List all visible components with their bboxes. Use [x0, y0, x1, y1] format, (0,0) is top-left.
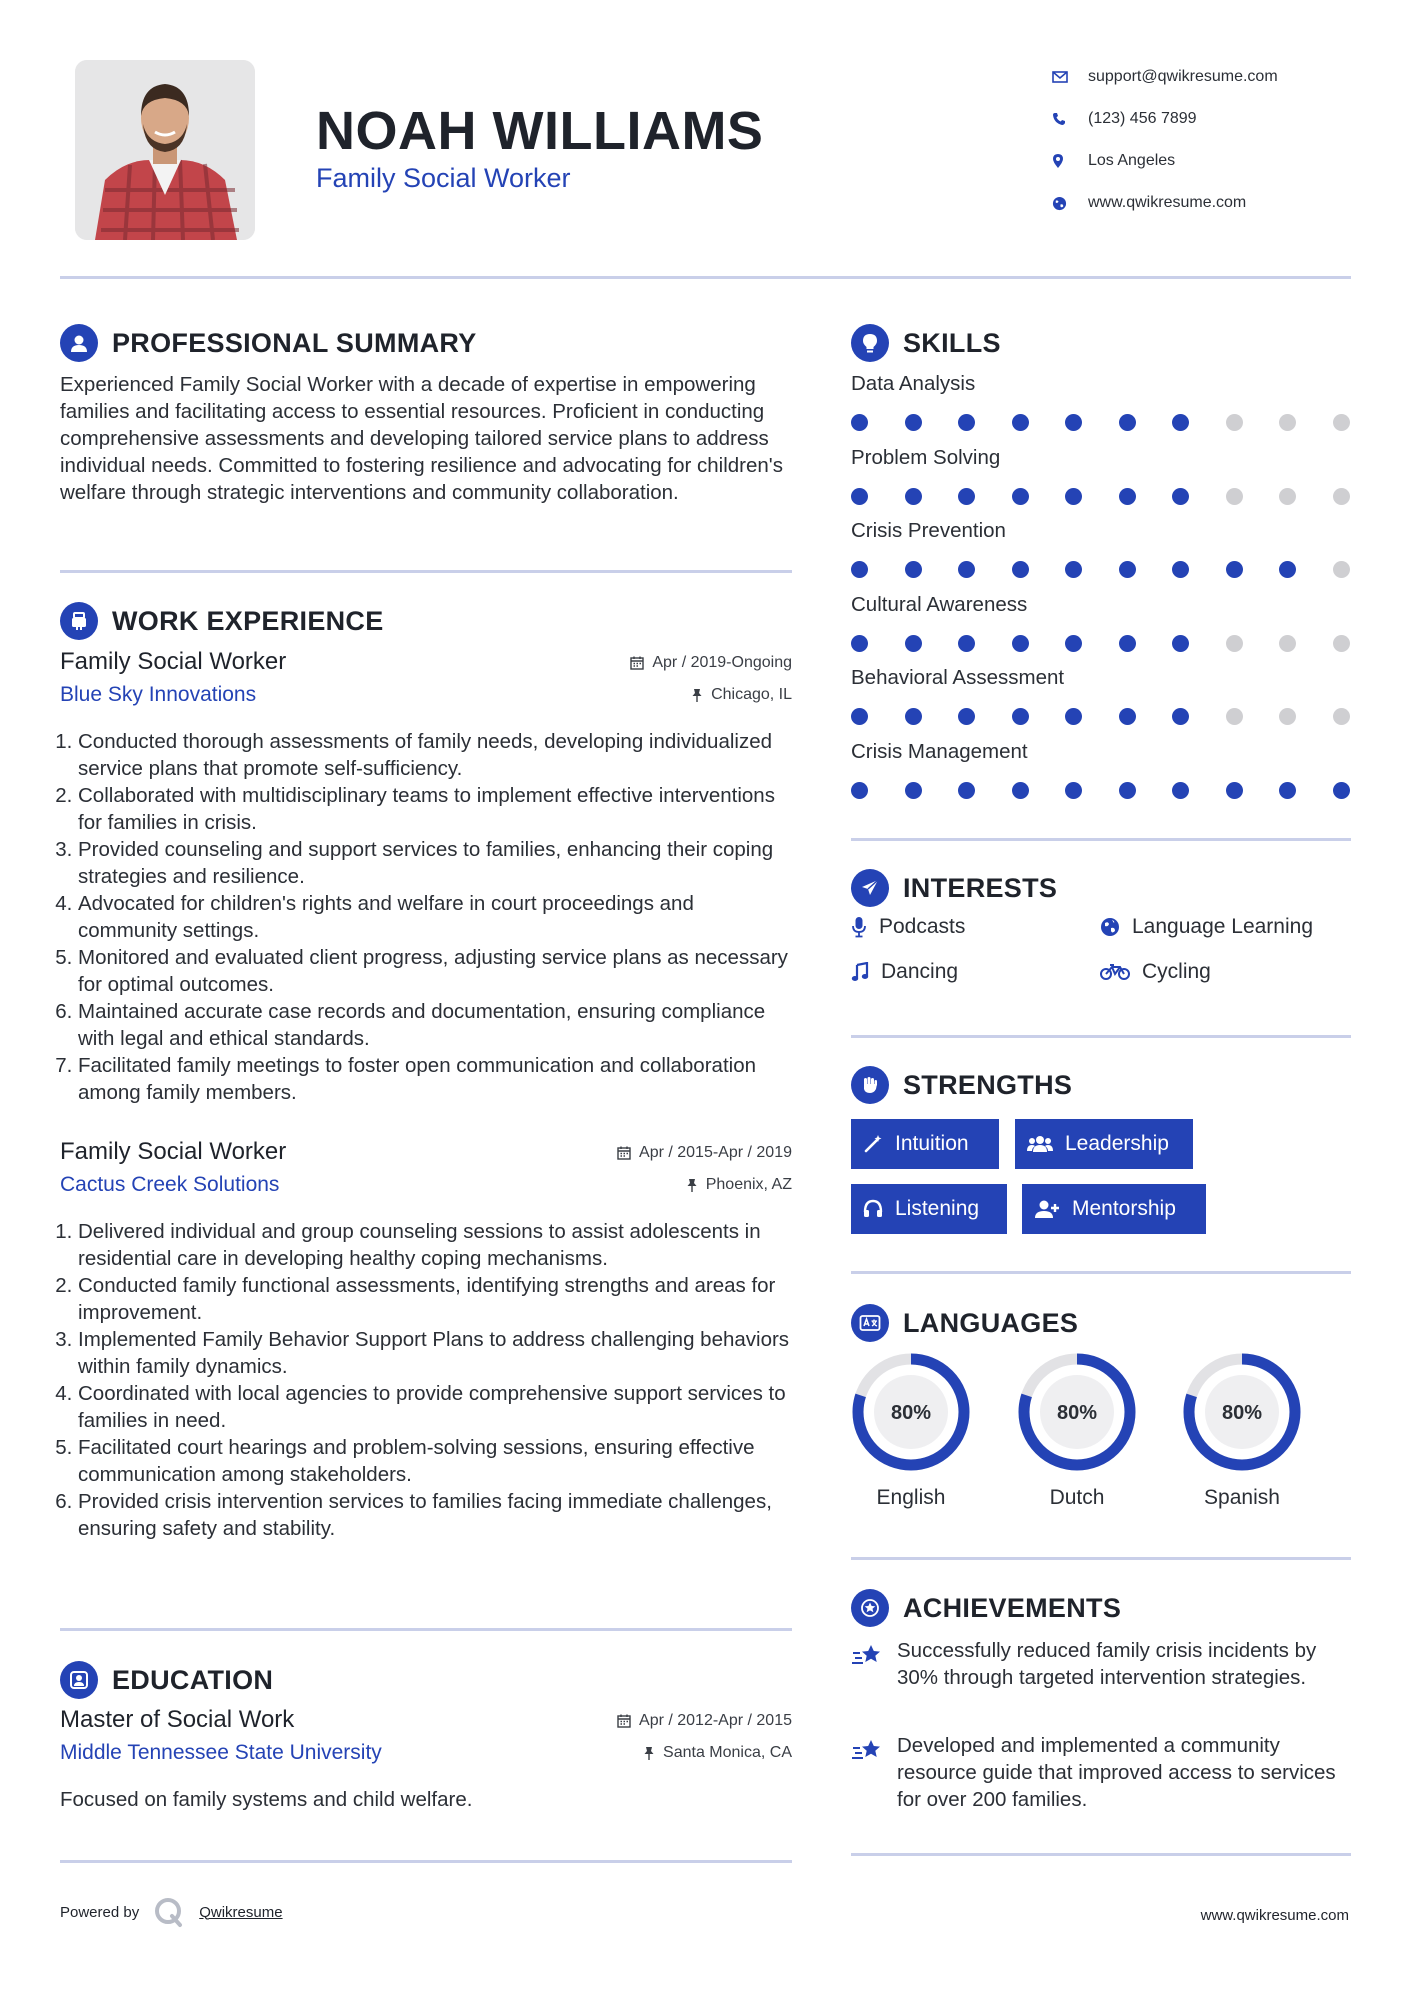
- duty-item: 4. Coordinated with local agencies to provide comprehensive support services to families in need.: [78, 1380, 792, 1434]
- person-avatar-icon: [75, 60, 255, 240]
- rating-dot-empty: [1226, 414, 1243, 431]
- rating-dot-filled: [1119, 488, 1136, 505]
- language-name: Spanish: [1204, 1486, 1280, 1509]
- skill-name: Problem Solving: [851, 445, 1001, 469]
- rating-dot-empty: [1333, 708, 1350, 725]
- rating-dot-filled: [1172, 414, 1189, 431]
- rating-dot-filled: [1012, 561, 1029, 578]
- pushpin-icon: [686, 1178, 698, 1192]
- contact-location: [1052, 140, 1352, 182]
- job-duties: [60, 1218, 792, 1542]
- experience-title: WORK EXPERIENCE: [112, 605, 384, 636]
- skills-heading: [851, 324, 1001, 362]
- job-duties: [60, 728, 792, 1106]
- job-location: [691, 686, 792, 704]
- summary-divider: [60, 570, 792, 573]
- calendar-icon: [617, 1714, 631, 1728]
- music-note-icon: [851, 962, 869, 982]
- contact-website[interactable]: [1052, 182, 1352, 224]
- rating-dot-filled: [958, 488, 975, 505]
- calendar-icon: [617, 1146, 631, 1160]
- duty-item: 6. Maintained accurate case records and documentation, ensuring compliance with legal and ethical standards.: [78, 998, 792, 1052]
- summary-heading: [60, 324, 477, 362]
- languages-title: LANGUAGES: [903, 1307, 1079, 1338]
- contact-phone-text: (123) 456 7899: [1088, 110, 1197, 127]
- strength-tag: [851, 1119, 999, 1169]
- rating-dot-filled: [1012, 635, 1029, 652]
- degree: Master of Social Work: [60, 1706, 295, 1733]
- rating-dot-empty: [1279, 635, 1296, 652]
- rating-dot-filled: [1172, 782, 1189, 799]
- achievements-title: ACHIEVEMENTS: [903, 1592, 1122, 1623]
- rating-dot-filled: [1172, 488, 1189, 505]
- education-location-text: Santa Monica, CA: [663, 1744, 792, 1761]
- rating-dot-filled: [851, 488, 868, 505]
- duty-item: 3. Implemented Family Behavior Support Plans to address challenging behaviors within family dynamics.: [78, 1326, 792, 1380]
- rating-dot-empty: [1279, 414, 1296, 431]
- achievement-text: Successfully reduced family crisis incidents by 30% through targeted intervention strategies.: [897, 1639, 1317, 1689]
- job-header: [60, 648, 792, 716]
- rating-dot-empty: [1333, 561, 1350, 578]
- achievement-item: [851, 1637, 1351, 1691]
- strengths-heading: [851, 1066, 1072, 1104]
- education-divider: [60, 1860, 792, 1863]
- language-name: English: [876, 1486, 946, 1509]
- job-entry: [60, 648, 792, 1106]
- interest-label: Cycling: [1142, 960, 1211, 983]
- shooting-star-icon: [851, 1641, 885, 1671]
- globe-icon: [1052, 196, 1088, 211]
- duty-item: 5. Monitored and evaluated client progress, adjusting service plans as necessary for optimal outcomes.: [78, 944, 792, 998]
- rating-dot-filled: [1065, 782, 1082, 799]
- candidate-name: NOAH WILLIAMS: [316, 101, 764, 161]
- languages-divider: [851, 1557, 1351, 1560]
- envelope-icon: [1052, 71, 1088, 83]
- achievement-text: Developed and implemented a community resource guide that improved access to services for over 200 families.: [897, 1734, 1336, 1811]
- duty-item: 6. Provided crisis intervention services to families facing immediate challenges, ensuring safety and stability.: [78, 1488, 792, 1542]
- education-date: [617, 1712, 792, 1730]
- contact-website-text: www.qwikresume.com: [1088, 194, 1247, 211]
- skill-rating: [851, 414, 1350, 431]
- microphone-icon: [851, 916, 867, 938]
- contact-info: [1052, 56, 1352, 224]
- rating-dot-filled: [1226, 782, 1243, 799]
- rating-dot-filled: [1119, 782, 1136, 799]
- star-badge-icon: [851, 1589, 889, 1627]
- language-item: [849, 1350, 973, 1510]
- strength-label: Listening: [895, 1197, 980, 1220]
- skills-list: [851, 372, 1351, 813]
- language-name: Dutch: [1049, 1486, 1105, 1509]
- rating-dot-filled: [905, 708, 922, 725]
- interest-item: [851, 915, 965, 939]
- job-title: Family Social Worker: [60, 1138, 287, 1165]
- rating-dot-filled: [958, 561, 975, 578]
- duty-item: 7. Facilitated family meetings to foster open communication and collaboration among family members.: [78, 1052, 792, 1106]
- rating-dot-empty: [1226, 635, 1243, 652]
- header-divider: [60, 276, 1351, 279]
- strengths-divider: [851, 1271, 1351, 1274]
- strength-tag: [851, 1184, 1007, 1234]
- powered-by-text: Powered by: [60, 1903, 140, 1921]
- rating-dot-filled: [1012, 414, 1029, 431]
- strength-label: Leadership: [1065, 1132, 1169, 1155]
- globe-icon: [1100, 917, 1120, 937]
- strength-tag: [1022, 1184, 1206, 1234]
- rating-dot-empty: [1333, 635, 1350, 652]
- qwikresume-link[interactable]: Qwikresume: [199, 1903, 283, 1921]
- strength-tag: [1015, 1119, 1193, 1169]
- skills-divider: [851, 838, 1351, 841]
- contact-email-text: support@qwikresume.com: [1088, 68, 1278, 85]
- job-company: Cactus Creek Solutions: [60, 1173, 280, 1196]
- rating-dot-filled: [905, 414, 922, 431]
- rating-dot-filled: [1333, 782, 1350, 799]
- skill-rating: [851, 488, 1350, 505]
- duty-item: 5. Facilitated court hearings and problem-solving sessions, ensuring effective communication among stakeholders.: [78, 1434, 792, 1488]
- rating-dot-filled: [1119, 414, 1136, 431]
- pushpin-icon: [691, 688, 703, 702]
- job-location-text: Phoenix, AZ: [705, 1176, 792, 1193]
- duty-item: 3. Provided counseling and support services to families, enhancing their coping strategies and resilience.: [78, 836, 792, 890]
- job-company: Blue Sky Innovations: [60, 683, 257, 706]
- interest-item: [851, 960, 958, 984]
- users-icon: [1027, 1134, 1053, 1154]
- language-progress-ring: [1180, 1350, 1304, 1474]
- job-title: Family Social Worker: [60, 648, 287, 675]
- strength-label: Mentorship: [1072, 1197, 1176, 1220]
- user-circle-icon: [60, 324, 98, 362]
- summary-text: Experienced Family Social Worker with a decade of expertise in empowering families and facilitating access to essential resources. Proficient in conducting comprehensive assessments and developing tailored service plans to address individual needs. Committed to fostering resilience and advocating for children's welfare through strategic interventions and community collaboration.: [60, 373, 783, 504]
- map-pin-icon: [1052, 153, 1088, 169]
- rating-dot-filled: [1172, 561, 1189, 578]
- interest-item: [1100, 960, 1211, 984]
- bicycle-icon: [1100, 963, 1130, 981]
- language-progress-ring: [849, 1350, 973, 1474]
- education-heading: [60, 1661, 273, 1699]
- contact-email[interactable]: [1052, 56, 1352, 98]
- interests-title: INTERESTS: [903, 872, 1058, 903]
- profile-photo: [75, 60, 255, 240]
- strength-label: Intuition: [895, 1132, 969, 1155]
- candidate-role: Family Social Worker: [316, 163, 571, 193]
- education-entry: [60, 1706, 792, 1813]
- interest-item: [1100, 915, 1313, 939]
- lightbulb-icon: [851, 324, 889, 362]
- language-item: [1015, 1350, 1139, 1510]
- rating-dot-filled: [1065, 561, 1082, 578]
- duty-item: 1. Conducted thorough assessments of family needs, developing individualized service plans that promote self-sufficiency.: [78, 728, 792, 782]
- fist-icon: [851, 1066, 889, 1104]
- rating-dot-filled: [1012, 782, 1029, 799]
- job-date: [617, 1144, 792, 1162]
- summary-title: PROFESSIONAL SUMMARY: [112, 327, 477, 358]
- language-progress-ring: [1015, 1350, 1139, 1474]
- education-location: [643, 1744, 792, 1762]
- rating-dot-filled: [1012, 708, 1029, 725]
- ring-percent-label: 80%: [1056, 1402, 1098, 1424]
- skill-row: [851, 372, 1351, 446]
- skill-row: [851, 593, 1351, 667]
- rating-dot-empty: [1279, 708, 1296, 725]
- rating-dot-filled: [1279, 782, 1296, 799]
- interests-divider: [851, 1035, 1351, 1038]
- rating-dot-empty: [1333, 414, 1350, 431]
- experience-heading: [60, 602, 384, 640]
- paper-plane-icon: [851, 869, 889, 907]
- ring-percent-label: 80%: [890, 1402, 932, 1424]
- rating-dot-filled: [1119, 561, 1136, 578]
- rating-dot-empty: [1226, 708, 1243, 725]
- education-note: Focused on family systems and child welfare.: [60, 1788, 473, 1811]
- skill-row: [851, 446, 1351, 520]
- achievements-heading: [851, 1589, 1121, 1627]
- rating-dot-filled: [851, 414, 868, 431]
- rating-dot-filled: [958, 414, 975, 431]
- experience-divider: [60, 1628, 792, 1631]
- skill-rating: [851, 708, 1350, 725]
- rating-dot-empty: [1279, 488, 1296, 505]
- interest-label: Dancing: [881, 960, 959, 983]
- magic-wand-icon: [863, 1134, 883, 1154]
- skill-name: Crisis Management: [851, 739, 1028, 763]
- skill-row: [851, 519, 1351, 593]
- rating-dot-filled: [851, 708, 868, 725]
- job-date-text: Apr / 2015-Apr / 2019: [639, 1144, 792, 1161]
- job-date: [630, 654, 792, 672]
- job-entry: [60, 1138, 792, 1542]
- headphones-icon: [863, 1199, 883, 1219]
- duty-item: 2. Conducted family functional assessments, identifying strengths and areas for improvement.: [78, 1272, 792, 1326]
- rating-dot-empty: [1226, 488, 1243, 505]
- rating-dot-filled: [1279, 561, 1296, 578]
- skill-name: Cultural Awareness: [851, 592, 1028, 616]
- skill-name: Crisis Prevention: [851, 519, 1006, 542]
- education-header: [60, 1706, 792, 1774]
- rating-dot-filled: [851, 782, 868, 799]
- contact-location-text: Los Angeles: [1088, 152, 1176, 169]
- pushpin-icon: [643, 1746, 655, 1760]
- skills-title: SKILLS: [903, 327, 1001, 358]
- ring-percent-label: 80%: [1221, 1402, 1263, 1424]
- skill-row: [851, 740, 1351, 814]
- rating-dot-filled: [905, 782, 922, 799]
- skill-row: [851, 666, 1351, 740]
- rating-dot-filled: [1172, 708, 1189, 725]
- rating-dot-filled: [958, 635, 975, 652]
- skill-name: Data Analysis: [851, 372, 976, 395]
- rating-dot-filled: [905, 488, 922, 505]
- rating-dot-filled: [1172, 635, 1189, 652]
- rating-dot-filled: [1065, 635, 1082, 652]
- duty-item: 1. Delivered individual and group counseling sessions to assist adolescents in residential care in developing healthy coping mechanisms.: [78, 1218, 792, 1272]
- language-item: [1180, 1350, 1304, 1510]
- language-icon: [851, 1304, 889, 1342]
- rating-dot-empty: [1333, 488, 1350, 505]
- strengths-title: STRENGTHS: [903, 1069, 1073, 1100]
- rating-dot-filled: [1012, 488, 1029, 505]
- phone-icon: [1052, 112, 1088, 126]
- education-date-text: Apr / 2012-Apr / 2015: [639, 1712, 792, 1729]
- graduate-icon: [60, 1661, 98, 1699]
- job-header: [60, 1138, 792, 1206]
- briefcase-icon: [60, 602, 98, 640]
- calendar-icon: [630, 656, 644, 670]
- duty-item: 2. Collaborated with multidisciplinary teams to implement effective interventions for families in crisis.: [78, 782, 792, 836]
- rating-dot-filled: [905, 635, 922, 652]
- rating-dot-filled: [1226, 561, 1243, 578]
- skill-rating: [851, 635, 1350, 652]
- rating-dot-filled: [958, 708, 975, 725]
- achievements-divider: [851, 1853, 1351, 1856]
- skill-name: Behavioral Assessment: [851, 666, 1065, 689]
- skill-rating: [851, 782, 1350, 799]
- interest-label: Podcasts: [879, 915, 966, 938]
- rating-dot-filled: [1119, 635, 1136, 652]
- rating-dot-filled: [1065, 708, 1082, 725]
- job-date-text: Apr / 2019-Ongoing: [652, 654, 792, 671]
- rating-dot-filled: [1119, 708, 1136, 725]
- job-location: [686, 1176, 792, 1194]
- footer-powered-by: [60, 1896, 283, 1928]
- achievement-item: [851, 1732, 1351, 1813]
- rating-dot-filled: [1065, 414, 1082, 431]
- qwikresume-logo-icon: [153, 1896, 185, 1928]
- interests-heading: [851, 869, 1057, 907]
- skill-rating: [851, 561, 1350, 578]
- rating-dot-filled: [851, 635, 868, 652]
- education-title: EDUCATION: [112, 1664, 274, 1695]
- school: Middle Tennessee State University: [60, 1741, 382, 1764]
- contact-phone[interactable]: [1052, 98, 1352, 140]
- languages-heading: [851, 1304, 1078, 1342]
- rating-dot-filled: [1065, 488, 1082, 505]
- job-location-text: Chicago, IL: [711, 686, 792, 703]
- duty-item: 4. Advocated for children's rights and welfare in court proceedings and community settings.: [78, 890, 792, 944]
- rating-dot-filled: [905, 561, 922, 578]
- rating-dot-filled: [958, 782, 975, 799]
- interest-label: Language Learning: [1132, 915, 1314, 938]
- rating-dot-filled: [851, 561, 868, 578]
- shooting-star-icon: [851, 1736, 885, 1766]
- user-plus-icon: [1034, 1199, 1060, 1219]
- footer-website[interactable]: www.qwikresume.com: [1200, 1907, 1349, 1924]
